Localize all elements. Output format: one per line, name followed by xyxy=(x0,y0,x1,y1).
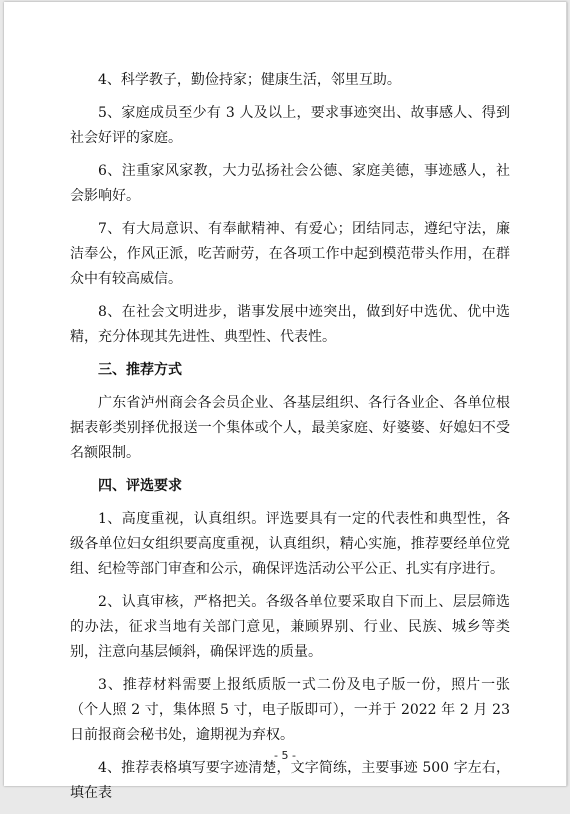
req-3: 3、推荐材料需要上报纸质版一式二份及电子版一份，照片一张（个人照 2 寸，集体照 5 寸，电子版即可），一并于 2022 年 2 月 23 日前报商会秘书处，逾期视为弃权。 xyxy=(70,677,510,743)
section-3-body: 广东省泸州商会各会员企业、各基层组织、各行各业企、各单位根据表彰类别择优报送一个集体或个人，最美家庭、好婆婆、好媳妇不受名额限制。 xyxy=(70,395,510,461)
item-8: 8、在社会文明进步，谐事发展中迹突出，做到好中选优、优中选精，充分体现其先进性、典型性、代表性。 xyxy=(70,304,510,345)
item-5: 5、家庭成员至少有 3 人及以上，要求事迹突出、故事感人、得到社会好评的家庭。 xyxy=(70,105,510,146)
item-7: 7、有大局意识、有奉献精神、有爱心；团结同志，遵纪守法，廉洁奉公，作风正派，吃苦耐劳，在各项工作中起到模范带头作用，在群众中有较高威信。 xyxy=(70,221,510,287)
page-number: - 5 - xyxy=(274,749,296,762)
req-2: 2、认真审核，严格把关。各级各单位要采取自下而上、层层筛选的办法，征求当地有关部门意见，兼顾界别、行业、民族、城乡等类别，注意向基层倾斜，确保评选的质量。 xyxy=(70,594,510,660)
section-3-heading: 三、推荐方式 xyxy=(98,362,182,378)
document-page xyxy=(4,2,567,801)
req-4: 4、推荐表格填写要字迹清楚，文字简练，主要事迹 500 字左右，填在表 xyxy=(70,760,510,801)
item-4: 4、科学教子，勤俭持家；健康生活，邻里互助。 xyxy=(98,72,401,88)
section-4-heading: 四、评选要求 xyxy=(98,478,182,494)
document-body xyxy=(70,68,510,814)
item-6: 6、注重家风家教，大力弘扬社会公德、家庭美德，事迹感人，社会影响好。 xyxy=(70,163,510,204)
req-1: 1、高度重视，认真组织。评选要具有一定的代表性和典型性，各级各单位妇女组织要高度重视，认真组织，精心实施，推荐要经单位党组、纪检等部门审查和公示，确保评选活动公平公正、扎实有序进行。 xyxy=(70,511,510,577)
